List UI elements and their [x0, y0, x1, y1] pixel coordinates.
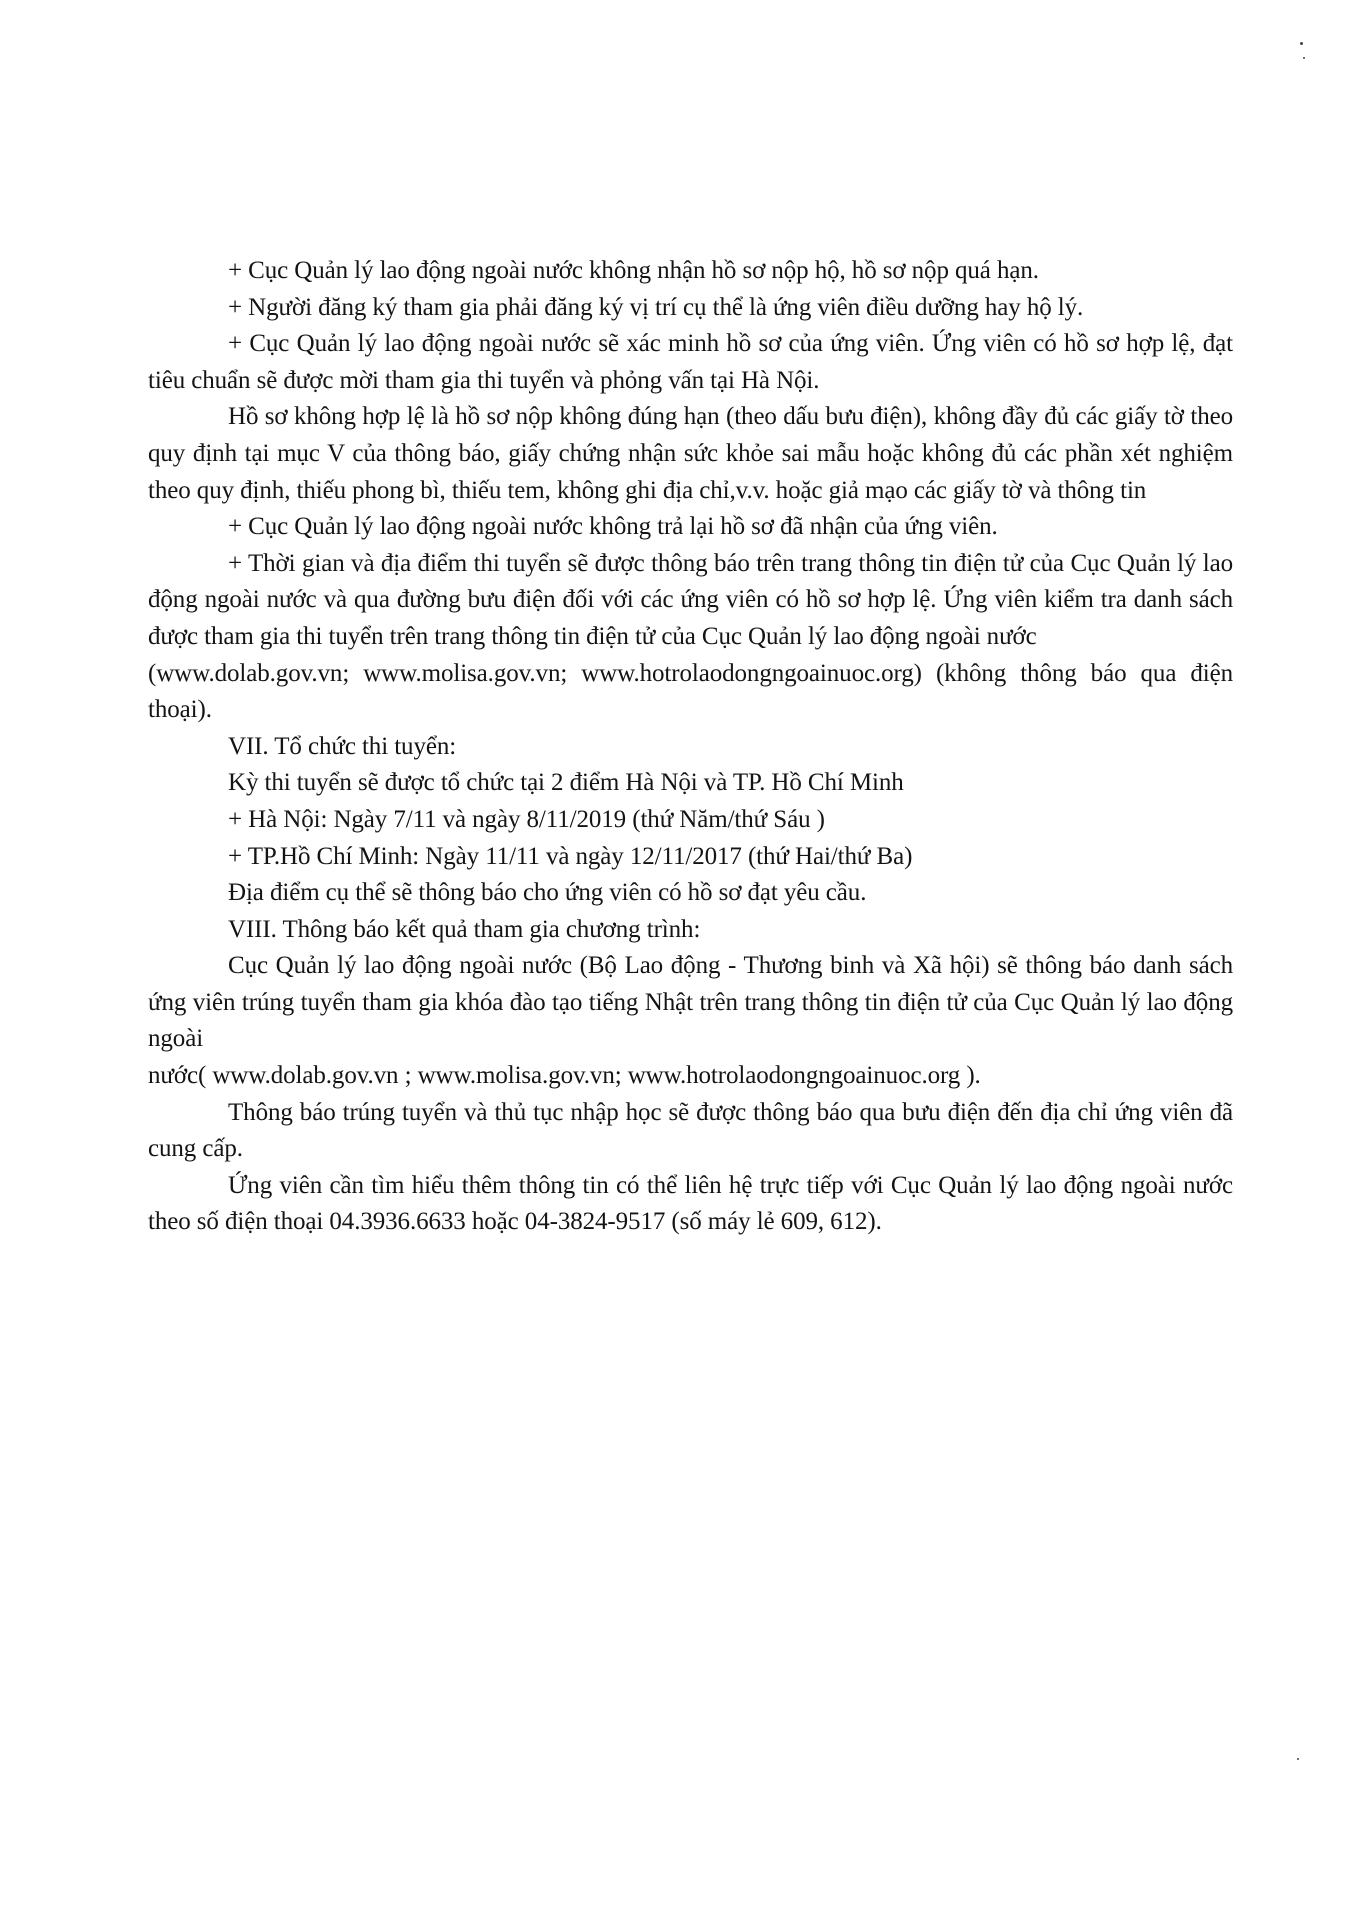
paragraph: + TP.Hồ Chí Minh: Ngày 11/11 và ngày 12/11/2017 (thứ Hai/thứ Ba): [228, 842, 913, 870]
scan-speck: [1297, 1758, 1299, 1760]
paragraph: + Người đăng ký tham gia phải đăng ký vị trí cụ thể là ứng viên điều dưỡng hay hộ lý.: [228, 293, 1084, 321]
paragraph: + Thời gian và địa điểm thi tuyển sẽ được thông báo trên trang thông tin điện tử của Cục Quản lý lao động ngoài nước và qua đường bưu điện đối với các ứng viên có hồ sơ hợp lệ. Ứng viên kiểm tra danh sách được tham gia thi tuyển trên trang thông tin điện tử của Cục Quản lý lao động ngoài nước: [148, 549, 1233, 650]
paragraph: + Cục Quản lý lao động ngoài nước sẽ xác minh hồ sơ của ứng viên. Ứng viên có hồ sơ hợp lệ, đạt tiêu chuẩn sẽ được mời tham gia thi tuyển và phỏng vấn tại Hà Nội.: [148, 330, 1233, 394]
paragraph: nước( www.dolab.gov.vn ; www.molisa.gov.vn; www.hotrolaodongngoainuoc.org ).: [148, 1062, 981, 1090]
paragraph: Cục Quản lý lao động ngoài nước (Bộ Lao động - Thương binh và Xã hội) sẽ thông báo danh sách ứng viên trúng tuyển tham gia khóa đào tạo tiếng Nhật trên trang thông tin điện tử của Cục Quản lý lao động ngoài: [148, 952, 1233, 1053]
paragraph: Kỳ thi tuyển sẽ được tổ chức tại 2 điểm Hà Nội và TP. Hồ Chí Minh: [228, 769, 904, 797]
paragraph: (www.dolab.gov.vn; www.molisa.gov.vn; www.hotrolaodongngoainuoc.org) (không thông báo qua điện thoại).: [148, 659, 1233, 724]
paragraph: Hồ sơ không hợp lệ là hồ sơ nộp không đúng hạn (theo dấu bưu điện), không đầy đủ các giấy tờ theo quy định tại mục V của thông báo, giấy chứng nhận sức khỏe sai mẫu hoặc không đủ các phần xét nghiệm theo quy định, thiếu phong bì, thiếu tem, không ghi địa chỉ,v.v. hoặc giả mạo các giấy tờ và thông tin: [148, 403, 1233, 504]
paragraph: Địa điểm cụ thể sẽ thông báo cho ứng viên có hồ sơ đạt yêu cầu.: [228, 879, 867, 907]
paragraph: + Cục Quản lý lao động ngoài nước không trả lại hồ sơ đã nhận của ứng viên.: [228, 513, 998, 541]
paragraph: Ứng viên cần tìm hiểu thêm thông tin có thể liên hệ trực tiếp với Cục Quản lý lao động ngoài nước theo số điện thoại 04.3936.6633 hoặc 04-3824-9517 (số máy lẻ 609, 612).: [148, 1171, 1233, 1236]
section-heading: VIII. Thông báo kết quả tham gia chương trình:: [228, 915, 701, 943]
paragraph: Thông báo trúng tuyển và thủ tục nhập học sẽ được thông báo qua bưu điện đến địa chỉ ứng viên đã cung cấp.: [148, 1098, 1233, 1163]
paragraph: + Cục Quản lý lao động ngoài nước không nhận hồ sơ nộp hộ, hồ sơ nộp quá hạn.: [228, 257, 1039, 284]
paragraph: + Hà Nội: Ngày 7/11 và ngày 8/11/2019 (thứ Năm/thứ Sáu ): [228, 805, 825, 833]
section-heading: VII. Tổ chức thi tuyển:: [228, 732, 457, 760]
scan-speck: [1303, 57, 1305, 59]
scan-speck: [1300, 42, 1303, 45]
document-body: [148, 253, 1233, 1241]
